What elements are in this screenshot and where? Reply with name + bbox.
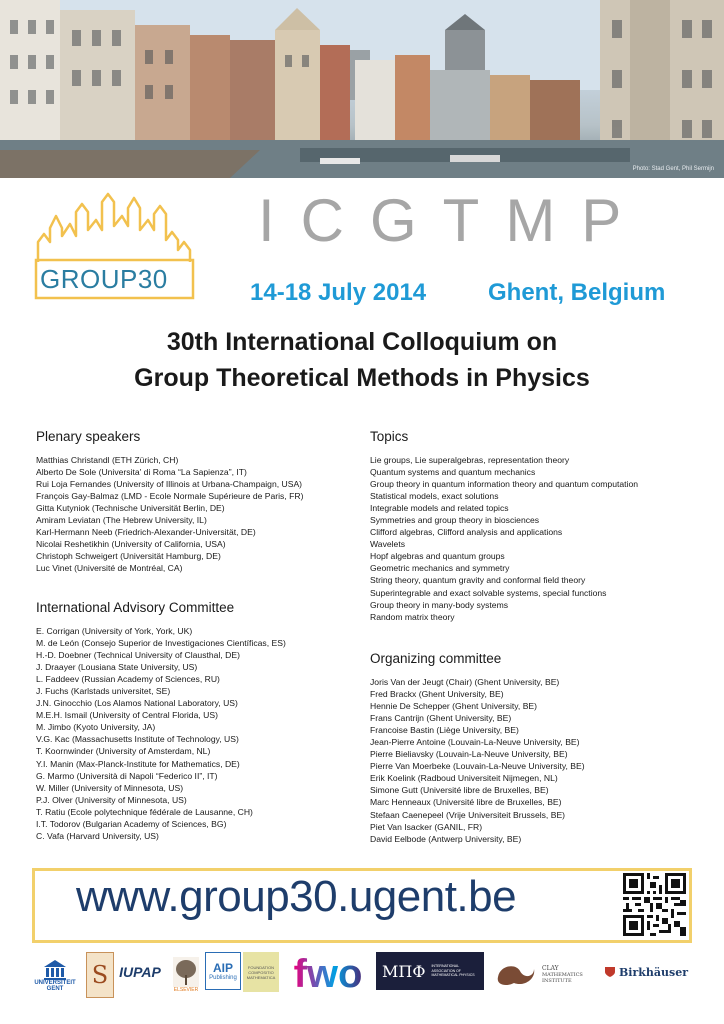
- list-item: Superintegrable and exact solvable systems, special functions: [370, 587, 607, 598]
- list-item: Hennie De Schepper (Ghent University, BE): [370, 701, 538, 712]
- topics-section: [370, 429, 638, 623]
- birkhauser-logo-text: Birkhäuser: [618, 965, 688, 979]
- iupap-logo[interactable]: [114, 952, 166, 992]
- list-item: Quantum systems and quantum mechanics: [370, 467, 536, 478]
- advisory-committee-list: [36, 625, 286, 842]
- aip-logo-line2: Publishing: [209, 975, 237, 981]
- list-item: Gitta Kutyniok (Technische Universität Berlin, DE): [36, 503, 225, 514]
- conference-acronym: ICGTMP: [258, 187, 648, 254]
- ugent-building-icon: [44, 960, 66, 980]
- list-item: Nicolai Reshetikhin (University of California, USA): [36, 539, 226, 550]
- foundation-compositio-logo[interactable]: [243, 952, 279, 992]
- conference-date: 14-18 July 2014: [250, 279, 427, 306]
- birkhauser-crest-icon: [604, 966, 616, 978]
- conference-location: Ghent, Belgium: [488, 279, 666, 306]
- list-item: Matthias Christandl (ETH Zürich, CH): [36, 455, 179, 465]
- list-item: String theory, quantum gravity and conformal field theory: [370, 575, 586, 586]
- list-item: J.N. Ginocchio (Los Alamos National Laboratory, US): [36, 698, 238, 709]
- clay-institute-text: [542, 965, 583, 984]
- iamp-logo[interactable]: [376, 952, 484, 990]
- list-item: M. de León (Consejo Superior de Investigaciones Científicas, ES): [36, 638, 286, 649]
- list-item: Pierre Van Moerbeke (Louvain-La-Neuve University, BE): [370, 761, 585, 772]
- list-item: P.J. Olver (University of Minnesota, US): [36, 794, 187, 805]
- list-item: François Gay-Balmaz (LMD - Ecole Normale Supérieure de Paris, FR): [36, 491, 304, 502]
- header-photo: [0, 0, 724, 178]
- elsevier-logo-text: ELSEVIER: [173, 987, 199, 993]
- list-item: Marc Henneaux (Université libre de Bruxelles, BE): [370, 797, 562, 808]
- list-item: Jean-Pierre Antoine (Louvain-La-Neuve University, BE): [370, 737, 580, 748]
- clay-line2: MATHEMATICS: [542, 971, 583, 978]
- list-item: T. Koornwinder (University of Amsterdam, NL): [36, 746, 211, 757]
- list-item: M. Jimbo (Kyoto University, JA): [36, 722, 156, 733]
- qr-code-icon[interactable]: [623, 873, 686, 936]
- group30-logo-text: GROUP30: [40, 264, 168, 294]
- clay-institute-logo[interactable]: [494, 952, 598, 996]
- list-item: C. Vafa (Harvard University, US): [36, 830, 159, 841]
- clay-knot-icon: [494, 959, 538, 989]
- list-item: E. Corrigan (University of York, York, UK): [36, 626, 193, 636]
- fwo-logo-text: fwo: [293, 951, 363, 996]
- list-item: Pierre Bieliavsky (Louvain-La-Neuve University, BE): [370, 749, 568, 760]
- advisory-committee-heading: International Advisory Committee: [36, 600, 235, 615]
- birkhauser-logo[interactable]: [604, 952, 688, 992]
- list-item: Integrable models and related topics: [370, 503, 509, 514]
- list-item: W. Miller (University of Minnesota, US): [36, 782, 184, 793]
- elsevier-logo[interactable]: [168, 952, 204, 998]
- list-item: Clifford algebras, Clifford analysis and applications: [370, 527, 563, 538]
- stamp-logo-mark: S: [91, 961, 109, 989]
- iupap-logo-text: IUPAP: [119, 964, 161, 980]
- list-item: Luc Vinet (Université de Montréal, CA): [36, 563, 183, 574]
- ugent-logo-line1: UNIVERSITEIT: [34, 980, 76, 986]
- list-item: Group theory in many-body systems: [370, 599, 509, 610]
- list-item: Simone Gutt (Université libre de Bruxelles, BE): [370, 785, 549, 796]
- list-item: Hopf algebras and quantum groups: [370, 551, 505, 562]
- list-item: J. Draayer (Lousiana State University, US): [36, 662, 198, 673]
- iamp-logo-symbol: MΠΦ: [382, 961, 426, 981]
- list-item: Karl-Hermann Neeb (Friedrich-Alexander-Universität, DE): [36, 527, 256, 538]
- list-item: H.-D. Doebner (Technical University of Clausthal, DE): [36, 650, 240, 661]
- list-item: Alberto De Sole (Universita' di Roma “La Sapienza”, IT): [36, 467, 247, 478]
- foundation-compositio-text: FOUNDATION COMPOSITIO MATHEMATICA: [246, 964, 276, 980]
- list-item: Symmetries and group theory in biosciences: [370, 515, 540, 526]
- list-item: Amiram Leviatan (The Hebrew University, IL): [36, 515, 207, 526]
- list-item: Christoph Schweigert (Universität Hamburg, DE): [36, 551, 221, 562]
- list-item: David Eelbode (Antwerp University, BE): [370, 833, 522, 844]
- list-item: Frans Cantrijn (Ghent University, BE): [370, 713, 512, 724]
- list-item: Statistical models, exact solutions: [370, 491, 499, 502]
- list-item: L. Faddeev (Russian Academy of Sciences, RU): [36, 674, 220, 685]
- topics-heading: Topics: [370, 429, 409, 444]
- clay-line3: INSTITUTE: [542, 977, 572, 984]
- iamp-logo-text: INTERNATIONAL ASSOCIATION OF MATHEMATICAL PHYSICS: [431, 964, 475, 978]
- list-item: Fred Brackx (Ghent University, BE): [370, 689, 504, 700]
- aip-logo-line1: AIP: [212, 961, 233, 975]
- list-item: Joris Van der Jeugt (Chair) (Ghent University, BE): [370, 677, 560, 687]
- clay-line1: CLAY: [542, 964, 559, 972]
- advisory-committee-section: [36, 600, 286, 842]
- list-item: Geometric mechanics and symmetry: [370, 563, 510, 574]
- list-item: T. Ratiu (Ecole polytechnique fédérale de Lausanne, CH): [36, 806, 253, 817]
- conference-title-line2: Group Theoretical Methods in Physics: [134, 364, 590, 392]
- list-item: Francoise Bastin (Liège University, BE): [370, 725, 519, 736]
- aip-publishing-logo[interactable]: [205, 952, 241, 990]
- list-item: J. Fuchs (Karlstads universitet, SE): [36, 686, 171, 697]
- sponsor-logos: [0, 952, 724, 1002]
- list-item: I.T. Todorov (Bulgarian Academy of Sciences, BG): [36, 818, 227, 829]
- list-item: Rui Loja Fernandes (University of Illinois at Urbana-Champaign, USA): [36, 479, 303, 490]
- elsevier-tree-icon: [173, 957, 199, 987]
- list-item: Random matrix theory: [370, 611, 455, 622]
- photo-credit: Photo: Stad Gent, Phil Sermijn: [632, 166, 714, 172]
- conference-title-line1: 30th International Colloquium on: [166, 328, 558, 356]
- list-item: V.G. Kac (Massachusetts Institute of Technology, US): [36, 734, 239, 745]
- ugent-logo-line2: GENT: [46, 986, 64, 992]
- plenary-speakers-heading: Plenary speakers: [36, 429, 141, 444]
- topics-list: [370, 454, 638, 623]
- fwo-logo[interactable]: [282, 952, 374, 996]
- list-item: Wavelets: [370, 539, 406, 550]
- ghent-skyline-illustration: [0, 0, 724, 178]
- ugent-logo[interactable]: [34, 952, 76, 1000]
- website-link[interactable]: www.group30.ugent.be: [76, 872, 517, 921]
- list-item: Piet Van Isacker (GANIL, FR): [370, 821, 483, 832]
- list-item: Lie groups, Lie superalgebras, representation theory: [370, 455, 570, 465]
- organizing-committee-list: [370, 676, 585, 845]
- list-item: M.E.H. Ismail (University of Central Florida, US): [36, 710, 218, 721]
- stamp-logo[interactable]: [86, 952, 114, 998]
- organizing-committee-section: [370, 651, 585, 845]
- list-item: Group theory in quantum information theory and quantum computation: [370, 479, 638, 490]
- organizing-committee-heading: Organizing committee: [370, 651, 502, 666]
- list-item: Y.I. Manin (Max-Planck-Institute for Mathematics, DE): [36, 758, 240, 769]
- list-item: Erik Koelink (Radboud Universiteit Nijmegen, NL): [370, 773, 558, 784]
- list-item: Stefaan Caenepeel (Vrije Universiteit Brussels, BE): [370, 809, 566, 820]
- list-item: G. Marmo (Università di Napoli “Federico II”, IT): [36, 770, 218, 781]
- plenary-speakers-list: [36, 454, 303, 574]
- plenary-speakers-section: [36, 429, 303, 574]
